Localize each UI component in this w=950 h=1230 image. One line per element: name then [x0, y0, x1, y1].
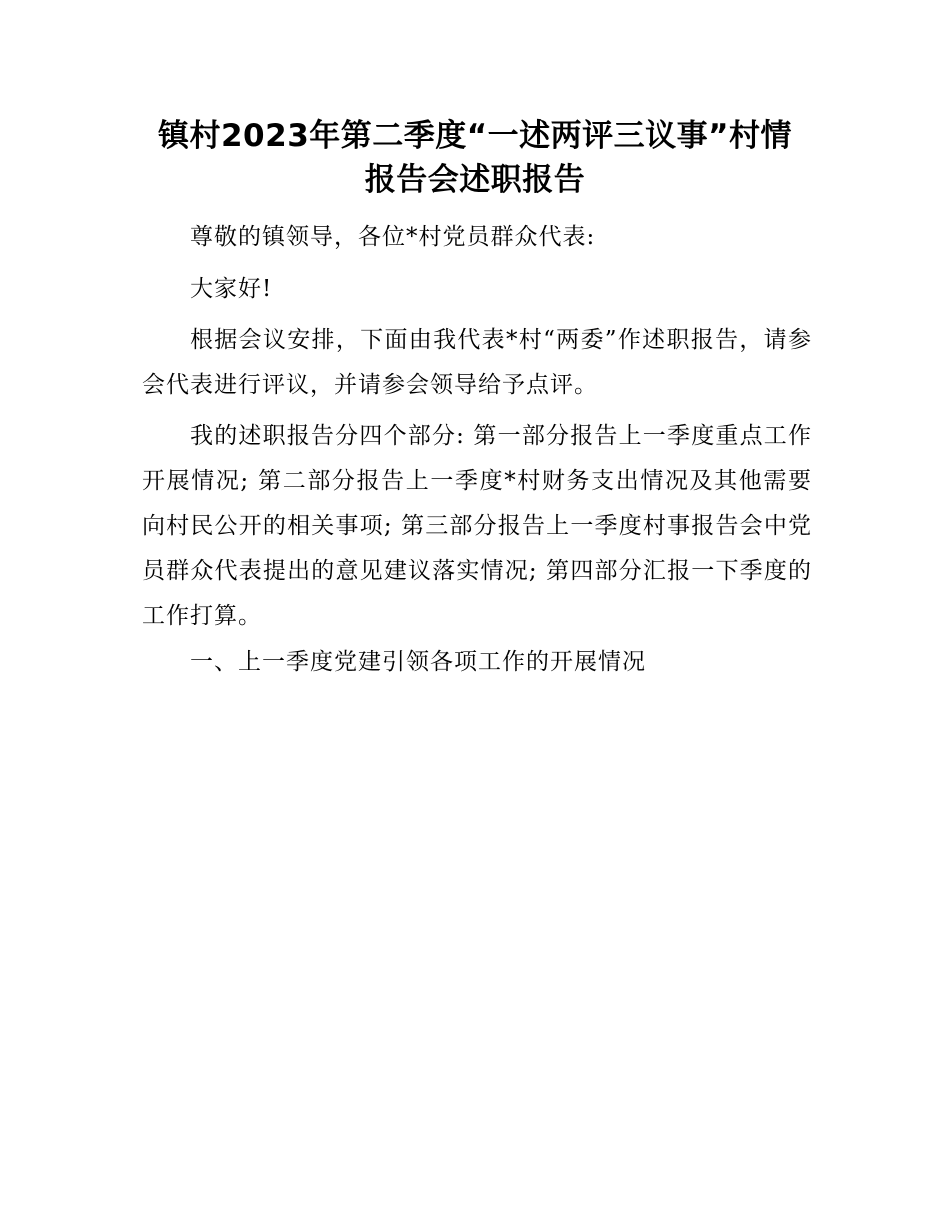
hello-paragraph: 大家好! [190, 276, 273, 302]
section-1-heading: 一、上一季度党建引领各项工作的开展情况 [190, 649, 646, 675]
intro-paragraph: 根据会议安排，下面由我代表*村“两委”作述职报告，请参会代表进行评议，并请参会领导给予点评。 [142, 327, 812, 398]
document-title-line-2: 报告会述职报告 [364, 162, 586, 198]
greeting-paragraph: 尊敬的镇领导，各位*村党员群众代表: [190, 224, 596, 250]
report-structure-paragraph: 我的述职报告分四个部分: 第一部分报告上一季度重点工作开展情况; 第二部分报告上一季度*村财务支出情况及其他需要向村民公开的相关事项; 第三部分报告上一季度村事报告会中党员群众代表提出的意见建议落实情况; 第四部分汇报一下季度的工作打算。 [142, 423, 812, 629]
document-title-line-1: 镇村2023年第二季度“一述两评三议事”村情 [157, 118, 793, 154]
